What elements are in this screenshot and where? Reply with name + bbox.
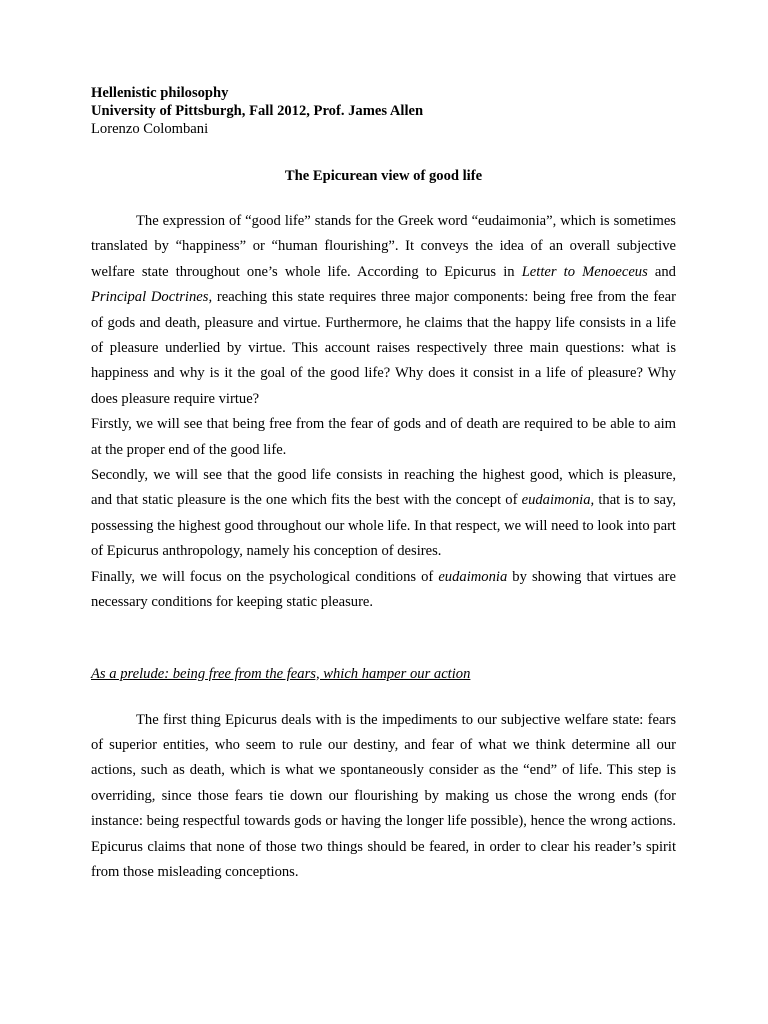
section-paragraph: The first thing Epicurus deals with is the impediments to our subjective welfare state: fears of superior entities, who seem to rule our destiny, and fear of what we think determine all our actions, such as death, which is what we spontaneously consider as the “end” of life. This step is overriding, since those fears tie down our flourishing by making us chose the wrong ends (for instance: being respectful towards gods or having the longer life possible), hence the wrong actions. Epicurus claims that none of those two things should be feared, in order to clear his reader’s spirit from those misleading conceptions. [91,711,676,880]
secondly-text-1: Secondly, we will see that the good life consists in reaching the highest good, which is pleasure, and that static pleasure is the one which fits the best with the concept of [91,467,676,509]
finally-text-2: by showing that virtues are necessary conditions for keeping static pleasure. [91,568,676,611]
secondly-italic: eudaimonia, [521,492,595,509]
secondly-text-2: that is to say, possessing the highest good throughout our whole life. In that respect, we will need to look into part of Epicurus anthropology, namely his conception of desires. [91,492,676,560]
finally-paragraph [91,565,676,616]
intro-italic-doctrines: Principal Doctrines, [91,289,213,306]
secondly-paragraph [91,463,676,565]
intro-text-1: The expression of “good life” stands for the Greek word “eudaimonia”, which is sometimes translated by “happiness” or “human flourishing”. It conveys the idea of an overall subjective welfare state throughout one’s whole life. According to Epicurus in [91,213,676,280]
intro-paragraph [91,209,676,412]
intro-text-2: and [647,263,676,280]
intro-text-3: reaching this state requires three major components: being free from the fear of gods and death, pleasure and virtue. Furthermore, he claims that the happy life consists in a life of pleasure underlied by virtue. This account raises respectively three main questions: what is happiness and why is it the goal of the good life? Why does it consist in a life of pleasure? Why does pleasure require virtue? [91,289,676,407]
university-line: University of Pittsburgh, Fall 2012, Prof. James Allen [91,103,424,119]
author-name: Lorenzo Colombani [91,121,209,137]
course-name: Hellenistic philosophy [91,85,229,101]
document-page [91,84,676,885]
intro-italic-letter: Letter to Menoeceus [521,263,648,280]
document-title: The Epicurean view of good life [284,168,483,184]
section-heading: As a prelude: being free from the fears, which hamper our action [91,665,471,682]
firstly-paragraph: Firstly, we will see that being free from the fear of gods and of death are required to be able to aim at the proper end of the good life. [91,416,676,458]
finally-italic: eudaimonia [438,568,508,585]
finally-text-1: Finally, we will focus on the psychological conditions of [91,568,439,585]
